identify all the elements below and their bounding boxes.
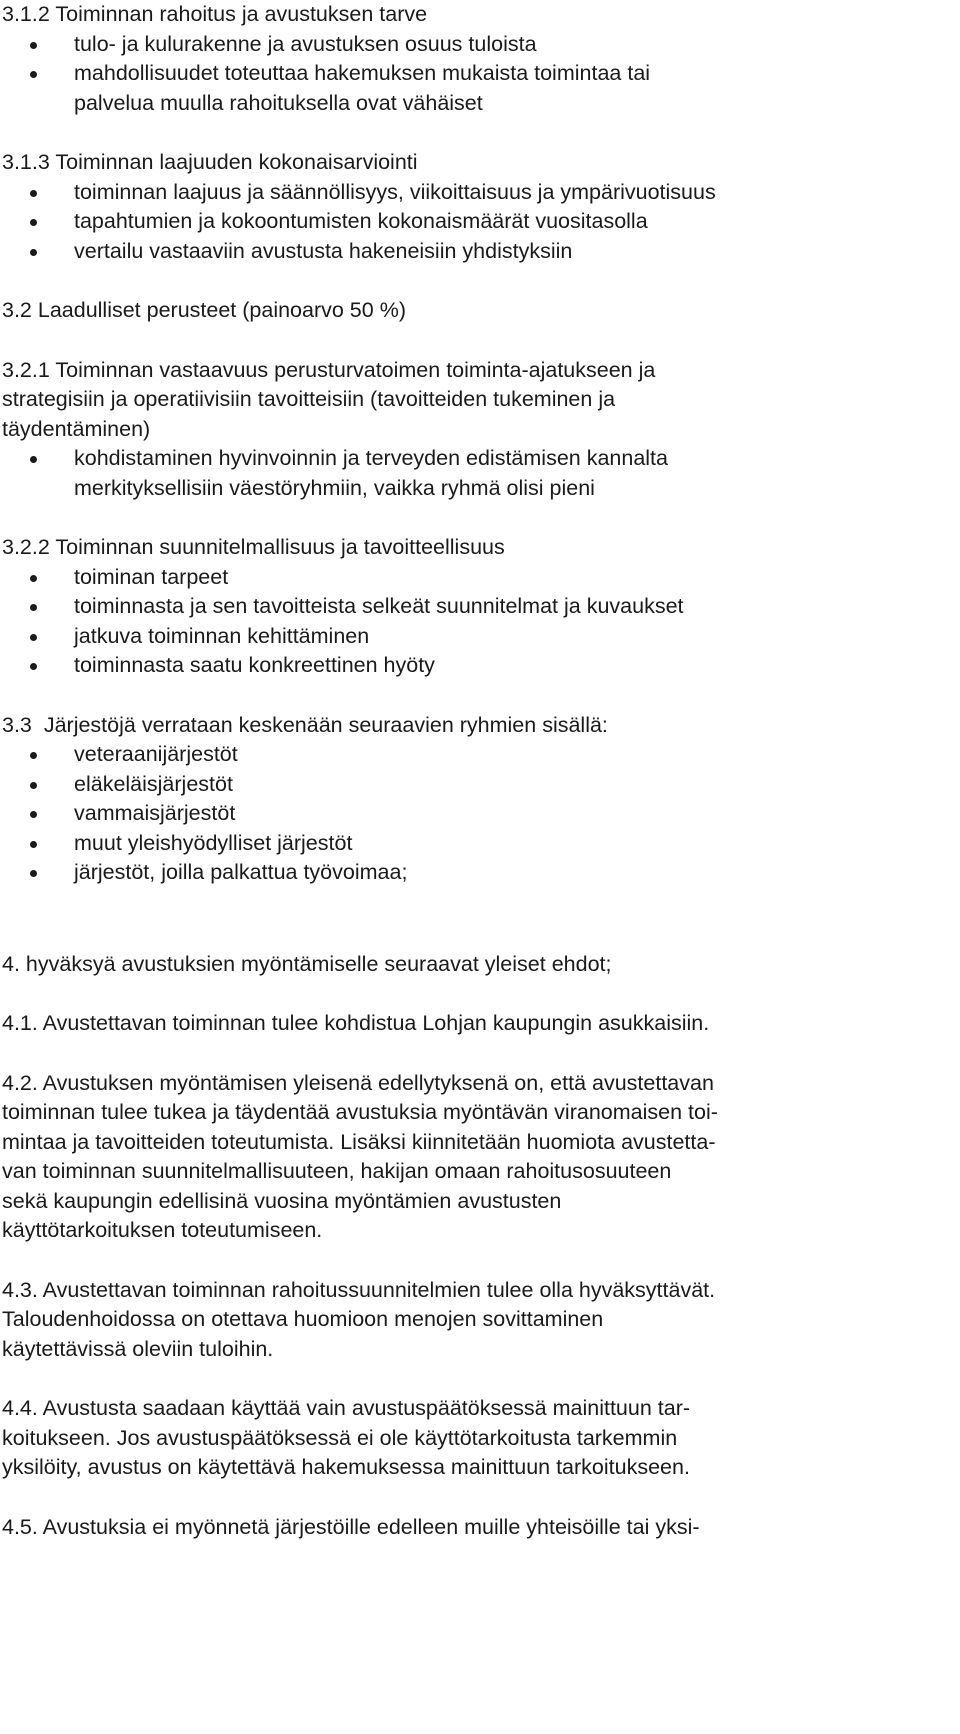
paragraph-line: strategisiin ja operatiivisiin tavoitteisiin (tavoitteiden tukeminen ja xyxy=(2,387,616,411)
bullet-list xyxy=(2,444,952,503)
list-item: toiminnasta ja sen tavoitteista selkeät suunnitelmat ja kuvaukset xyxy=(2,592,952,622)
paragraph-line: 4.4. Avustusta saadaan käyttää vain avustuspäätöksessä mainittuun tar- xyxy=(2,1396,691,1420)
bullet-icon xyxy=(30,752,37,759)
list-item: muut yleishyödylliset järjestöt xyxy=(2,829,952,859)
section-3-2-1 xyxy=(2,356,952,504)
section-4-5 xyxy=(2,1513,952,1543)
bullet-icon xyxy=(30,634,37,641)
list-item-continuation: merkityksellisiin väestöryhmiin, vaikka ryhmä olisi pieni xyxy=(74,475,595,500)
bullet-icon xyxy=(30,575,37,582)
bullet-list xyxy=(2,740,952,888)
bullet-icon xyxy=(30,219,37,226)
paragraph-line: 4.5. Avustuksia ei myönnetä järjestöille edelleen muille yhteisöille tai yksi- xyxy=(2,1514,700,1539)
paragraph-line: yksilöity, avustus on käytettävä hakemuksessa mainittuun tarkoitukseen. xyxy=(2,1455,690,1479)
list-item: vammaisjärjestöt xyxy=(2,799,952,829)
section-heading: 3.1.2 Toiminnan rahoitus ja avustuksen tarve xyxy=(2,2,428,26)
section-3-2-2 xyxy=(2,533,952,681)
paragraph-line: van toiminnan suunnitelmallisuuteen, hakijan omaan rahoitusosuuteen xyxy=(2,1159,672,1183)
paragraph-line: käyttötarkoituksen toteutumiseen. xyxy=(2,1218,323,1242)
list-item: järjestöt, joilla palkattua työvoimaa; xyxy=(2,858,952,888)
paragraph-line: 3.2.1 Toiminnan vastaavuus perusturvatoimen toiminta-ajatukseen ja xyxy=(2,357,656,382)
bullet-icon xyxy=(30,604,37,611)
paragraph-line: toiminnan tulee tukea ja täydentää avustuksia myöntävän viranomaisen toi- xyxy=(2,1100,718,1124)
section-3-1-3 xyxy=(2,148,952,266)
list-item: vertailu vastaaviin avustusta hakeneisiin yhdistyksiin xyxy=(2,237,952,267)
bullet-icon xyxy=(30,811,37,818)
bullet-icon xyxy=(30,782,37,789)
section-heading: 3.2 Laadulliset perusteet (painoarvo 50 %) xyxy=(2,298,406,322)
section-heading: 4. hyväksyä avustuksien myöntämiselle seuraavat yleiset ehdot; xyxy=(2,951,612,976)
bullet-list xyxy=(2,178,952,267)
bullet-icon xyxy=(30,663,37,670)
section-4-2 xyxy=(2,1069,952,1246)
bullet-icon xyxy=(30,870,37,877)
section-3-2 xyxy=(2,296,952,326)
section-4-1 xyxy=(2,1009,952,1039)
bullet-icon xyxy=(30,71,37,78)
list-item: veteraanijärjestöt xyxy=(2,740,952,770)
list-item: toiminnan laajuus ja säännöllisyys, viikoittaisuus ja ympärivuotisuus xyxy=(2,178,952,208)
paragraph-line: käytettävissä oleviin tuloihin. xyxy=(2,1336,274,1361)
bullet-list xyxy=(2,563,952,681)
bullet-list xyxy=(2,30,952,119)
section-heading: 3.1.3 Toiminnan laajuuden kokonaisarviointi xyxy=(2,150,418,174)
bullet-icon xyxy=(30,42,37,49)
list-item-continuation: palvelua muulla rahoituksella ovat vähäiset xyxy=(74,90,483,115)
bullet-icon xyxy=(30,456,37,463)
section-heading: 3.3 Järjestöjä verrataan keskenään seuraavien ryhmien sisällä: xyxy=(2,712,608,737)
paragraph-line: täydentäminen) xyxy=(2,416,151,441)
paragraph-line: Taloudenhoidossa on otettava huomioon menojen sovittaminen xyxy=(2,1307,604,1331)
list-item: toiminan tarpeet xyxy=(2,563,952,593)
section-4-4 xyxy=(2,1394,952,1483)
section-3-3 xyxy=(2,711,952,888)
list-item: tapahtumien ja kokoontumisten kokonaismäärät vuositasolla xyxy=(2,207,952,237)
paragraph-line: 4.3. Avustettavan toiminnan rahoitussuunnitelmien tulee olla hyväksyttävät. xyxy=(2,1277,716,1302)
paragraph-line: sekä kaupungin edellisinä vuosina myöntämien avustusten xyxy=(2,1188,562,1213)
list-item: kohdistaminen hyvinvoinnin ja terveyden edistämisen kannalta xyxy=(2,444,952,474)
list-item: tulo- ja kulurakenne ja avustuksen osuus tuloista xyxy=(2,30,952,60)
bullet-icon xyxy=(30,841,37,848)
list-item: toiminnasta saatu konkreettinen hyöty xyxy=(2,651,952,681)
list-item: jatkuva toiminnan kehittäminen xyxy=(2,622,952,652)
section-heading: 3.2.2 Toiminnan suunnitelmallisuus ja tavoitteellisuus xyxy=(2,535,505,559)
section-3-1-2 xyxy=(2,0,952,118)
bullet-icon xyxy=(30,249,37,256)
paragraph-line: 4.2. Avustuksen myöntämisen yleisenä edellytyksenä on, että avustettavan xyxy=(2,1070,714,1095)
list-item: mahdollisuudet toteuttaa hakemuksen mukaista toimintaa tai xyxy=(2,59,952,89)
bullet-icon xyxy=(30,190,37,197)
paragraph-line: koitukseen. Jos avustuspäätöksessä ei ole käyttötarkoitusta tarkemmin xyxy=(2,1425,678,1450)
section-4-3 xyxy=(2,1276,952,1365)
paragraph-line: 4.1. Avustettavan toiminnan tulee kohdistua Lohjan kaupungin asukkaisiin. xyxy=(2,1011,710,1035)
paragraph-line: mintaa ja tavoitteiden toteutumista. Lisäksi kiinnitetään huomiota avustetta- xyxy=(2,1129,716,1154)
section-4 xyxy=(2,950,952,980)
list-item: eläkeläisjärjestöt xyxy=(2,770,952,800)
